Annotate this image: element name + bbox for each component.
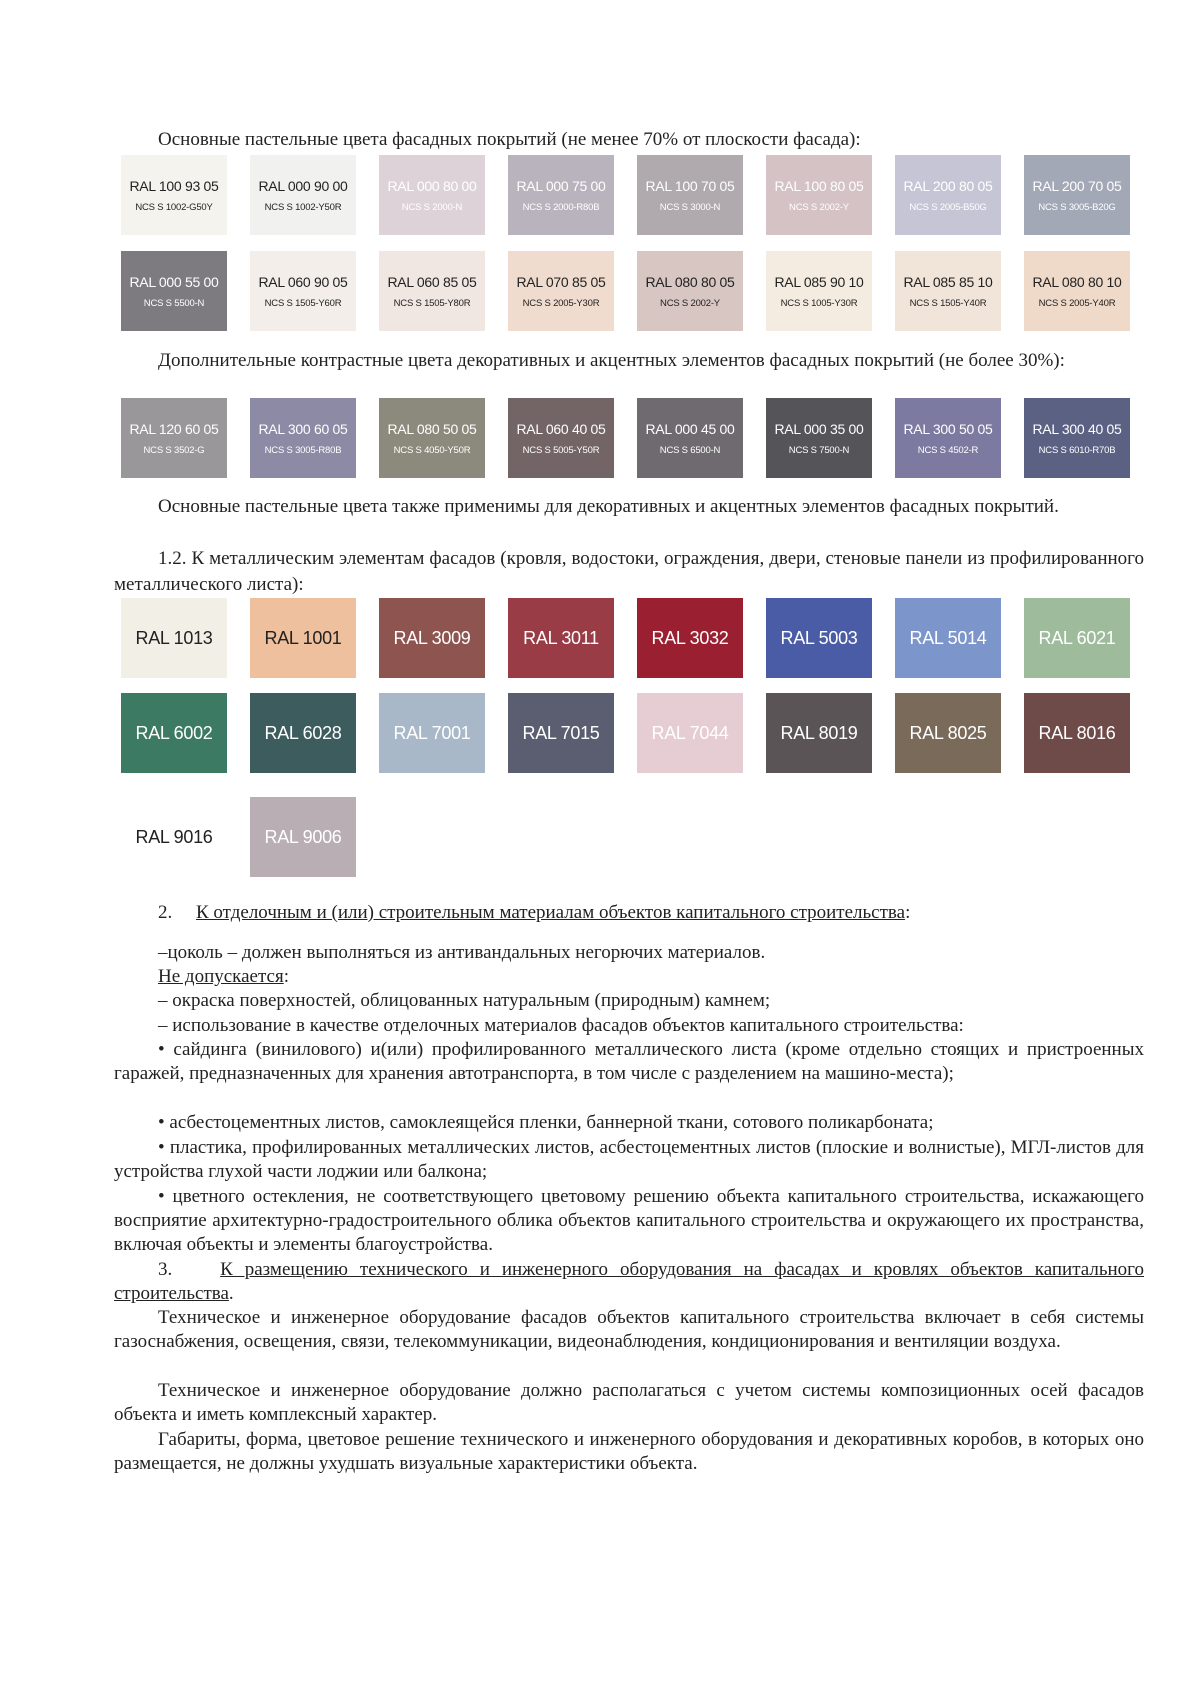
section-2-heading <box>158 900 1144 926</box>
color-swatch <box>637 693 743 773</box>
color-swatch <box>1024 693 1130 773</box>
not-allowed-heading <box>158 964 1144 990</box>
color-swatch <box>508 693 614 773</box>
color-swatch <box>508 251 614 331</box>
section-2-number: 2. <box>158 902 173 923</box>
tech-paragraph-2: Техническое и инженерное оборудование должно располагаться с учетом системы композиционных осей фасадов объекта и иметь комплексный характер. <box>114 1380 1144 1425</box>
color-swatch <box>121 155 227 235</box>
color-swatch <box>637 251 743 331</box>
swatch-ral-code: RAL 060 40 05 <box>516 420 606 437</box>
color-swatch <box>250 398 356 478</box>
pastel-swatch-row-2 <box>121 251 1153 331</box>
swatch-ncs-code: NCS S 6010-R70B <box>1038 444 1116 456</box>
swatch-ral-code: RAL 080 80 10 <box>1032 273 1122 290</box>
metal-swatch-row-3 <box>121 797 379 877</box>
color-swatch <box>121 598 227 678</box>
color-swatch <box>1024 398 1130 478</box>
contrast-swatch-row <box>121 398 1153 478</box>
tech-paragraph-3: Габариты, форма, цветовое решение технического и инженерного оборудования и декоративных коробов, в которых оно размещается, не должны ухудшать визуальные характеристики объекта. <box>114 1429 1144 1474</box>
metal-intro: 1.2. К металлическим элементам фасадов (кровля, водостоки, ограждения, двери, стеновые панели из профилированного металлического листа): <box>114 548 1144 595</box>
metal-swatch-row-1 <box>121 598 1153 678</box>
color-swatch <box>508 398 614 478</box>
color-swatch <box>379 693 485 773</box>
swatch-ncs-code: NCS S 3502-G <box>143 444 205 456</box>
prohibition-dash-2: – использование в качестве отделочных материалов фасадов объектов капитального строительства: <box>158 1015 964 1036</box>
swatch-ncs-code: NCS S 3005-B20G <box>1038 201 1116 213</box>
swatch-ncs-code: NCS S 4502-R <box>917 444 979 456</box>
color-swatch <box>250 155 356 235</box>
swatch-ncs-code: NCS S 2005-B50G <box>909 201 987 213</box>
color-swatch <box>121 693 227 773</box>
swatch-ral-code: RAL 060 85 05 <box>387 273 477 290</box>
color-swatch <box>508 155 614 235</box>
color-swatch <box>379 251 485 331</box>
section-3-number: 3. <box>158 1259 173 1280</box>
color-swatch <box>250 251 356 331</box>
section-3-title: К размещению технического и инженерного оборудования на фасадах и кровлях объектов капитального строительства <box>114 1259 1144 1304</box>
swatch-ncs-code: NCS S 1005-Y30R <box>780 297 858 309</box>
prohibition-dash-1: – окраска поверхностей, облицованных натуральным (природным) камнем; <box>158 990 771 1011</box>
color-swatch <box>379 398 485 478</box>
swatch-ncs-code: NCS S 1002-Y50R <box>264 201 342 213</box>
color-swatch <box>637 598 743 678</box>
contrast-intro: Дополнительные контрастные цвета декоративных и акцентных элементов фасадных покрытий (не более 30%): <box>158 350 1065 371</box>
color-swatch <box>250 797 356 877</box>
swatch-ncs-code: NCS S 6500-N <box>659 444 721 456</box>
color-swatch <box>895 398 1001 478</box>
swatch-ncs-code: NCS S 2005-Y40R <box>1038 297 1116 309</box>
swatch-ral-code: RAL 120 60 05 <box>129 420 219 437</box>
swatch-ral-code: RAL 7015 <box>522 722 600 743</box>
swatch-ncs-code: NCS S 5500-N <box>143 297 205 309</box>
not-allowed-label: Не допускается <box>158 966 284 987</box>
swatch-ral-code: RAL 8019 <box>780 722 858 743</box>
swatch-ral-code: RAL 3011 <box>523 627 599 648</box>
section-2-colon: : <box>905 902 911 923</box>
section-2-title: К отделочным и (или) строительным материалам объектов капитального строительства <box>196 902 906 923</box>
swatch-ncs-code: NCS S 1505-Y40R <box>909 297 987 309</box>
swatch-ral-code: RAL 9016 <box>135 826 213 847</box>
prohibition-bullet-2: • асбестоцементных листов, самоклеящейся пленки, баннерной ткани, сотового поликарбоната; <box>158 1112 934 1133</box>
color-swatch <box>1024 598 1130 678</box>
swatch-ral-code: RAL 3032 <box>651 627 729 648</box>
section-3-heading <box>114 1258 1144 1306</box>
swatch-ral-code: RAL 8016 <box>1038 722 1116 743</box>
swatch-ral-code: RAL 6002 <box>135 722 213 743</box>
swatch-ral-code: RAL 7044 <box>651 722 729 743</box>
not-allowed-colon: : <box>283 966 289 987</box>
swatch-ral-code: RAL 085 85 10 <box>903 273 993 290</box>
pastel-also-text: Основные пастельные цвета также применимы для декоративных и акцентных элементов фасадных покрытий. <box>158 496 1059 517</box>
swatch-ral-code: RAL 060 90 05 <box>258 273 348 290</box>
color-swatch <box>1024 251 1130 331</box>
swatch-ral-code: RAL 000 45 00 <box>645 420 735 437</box>
color-swatch <box>121 398 227 478</box>
swatch-ral-code: RAL 7001 <box>393 722 471 743</box>
swatch-ral-code: RAL 8025 <box>909 722 987 743</box>
prohibition-bullet-4: • цветного остекления, не соответствующего цветовому решению объекта капитального строительства, искажающего восприятие архитектурно-градостроительного облика объектов капитального строительства и окружающего их пространства, включая объекты и элементы благоустройства. <box>114 1186 1144 1255</box>
swatch-ral-code: RAL 000 35 00 <box>774 420 864 437</box>
swatch-ral-code: RAL 000 80 00 <box>387 177 477 194</box>
tech-paragraph-1: Техническое и инженерное оборудование фасадов объектов капитального строительства включает в себя системы газоснабжения, освещения, связи, телекоммуникации, видеонаблюдения, кондиционирования и вентиляции воздуха. <box>114 1307 1144 1352</box>
swatch-ral-code: RAL 3009 <box>393 627 471 648</box>
swatch-ncs-code: NCS S 2000-R80B <box>522 201 600 213</box>
swatch-ral-code: RAL 5003 <box>780 627 858 648</box>
swatch-ral-code: RAL 000 90 00 <box>258 177 348 194</box>
swatch-ral-code: RAL 070 85 05 <box>516 273 606 290</box>
swatch-ral-code: RAL 200 70 05 <box>1032 177 1122 194</box>
color-swatch <box>895 155 1001 235</box>
color-swatch <box>121 797 227 877</box>
swatch-ral-code: RAL 300 50 05 <box>903 420 993 437</box>
color-swatch <box>895 598 1001 678</box>
swatch-ral-code: RAL 6028 <box>264 722 342 743</box>
color-swatch <box>766 155 872 235</box>
swatch-ral-code: RAL 080 80 05 <box>645 273 735 290</box>
color-swatch <box>766 693 872 773</box>
swatch-ral-code: RAL 080 50 05 <box>387 420 477 437</box>
color-swatch <box>895 251 1001 331</box>
color-swatch <box>1024 155 1130 235</box>
color-swatch <box>379 155 485 235</box>
swatch-ncs-code: NCS S 2002-Y <box>660 297 720 309</box>
swatch-ral-code: RAL 100 70 05 <box>645 177 735 194</box>
plinth-rule: –цоколь – должен выполняться из антивандальных негорючих материалов. <box>158 942 766 963</box>
swatch-ral-code: RAL 085 90 10 <box>774 273 864 290</box>
color-swatch <box>766 598 872 678</box>
swatch-ncs-code: NCS S 4050-Y50R <box>393 444 471 456</box>
prohibition-bullet-1: • сайдинга (винилового) и(или) профилированного металлического листа (кроме отдельно стоящих и пристроенных гаражей, предназначенных для хранения автотранспорта, в том числе с разделением на машино-места); <box>114 1039 1144 1084</box>
swatch-ncs-code: NCS S 3000-N <box>659 201 721 213</box>
prohibition-bullet-3: • пластика, профилированных металлических листов, асбестоцементных листов (плоские и волнистые), МГЛ-листов для устройства глухой части лоджии или балкона; <box>114 1137 1144 1182</box>
swatch-ral-code: RAL 1001 <box>264 627 342 648</box>
swatch-ral-code: RAL 100 93 05 <box>129 177 219 194</box>
color-swatch <box>508 598 614 678</box>
swatch-ncs-code: NCS S 2005-Y30R <box>522 297 600 309</box>
swatch-ral-code: RAL 1013 <box>135 627 213 648</box>
swatch-ral-code: RAL 200 80 05 <box>903 177 993 194</box>
color-swatch <box>895 693 1001 773</box>
swatch-ral-code: RAL 300 40 05 <box>1032 420 1122 437</box>
section-3-dot: . <box>228 1283 234 1304</box>
color-swatch <box>766 398 872 478</box>
swatch-ral-code: RAL 300 60 05 <box>258 420 348 437</box>
swatch-ncs-code: NCS S 7500-N <box>788 444 850 456</box>
swatch-ncs-code: NCS S 1002-G50Y <box>135 201 213 213</box>
pastel-swatch-row-1 <box>121 155 1153 235</box>
swatch-ral-code: RAL 100 80 05 <box>774 177 864 194</box>
swatch-ncs-code: NCS S 3005-R80B <box>264 444 342 456</box>
color-swatch <box>637 398 743 478</box>
swatch-ncs-code: NCS S 2002-Y <box>789 201 849 213</box>
swatch-ral-code: RAL 000 75 00 <box>516 177 606 194</box>
swatch-ral-code: RAL 9006 <box>264 826 342 847</box>
swatch-ncs-code: NCS S 1505-Y60R <box>264 297 342 309</box>
swatch-ral-code: RAL 000 55 00 <box>129 273 219 290</box>
color-swatch <box>379 598 485 678</box>
swatch-ral-code: RAL 5014 <box>909 627 987 648</box>
swatch-ncs-code: NCS S 2000-N <box>401 201 463 213</box>
metal-swatch-row-2 <box>121 693 1153 773</box>
pastel-intro: Основные пастельные цвета фасадных покрытий (не менее 70% от плоскости фасада): <box>158 129 861 150</box>
color-swatch <box>121 251 227 331</box>
swatch-ncs-code: NCS S 1505-Y80R <box>393 297 471 309</box>
swatch-ncs-code: NCS S 5005-Y50R <box>522 444 600 456</box>
color-swatch <box>637 155 743 235</box>
color-swatch <box>250 598 356 678</box>
swatch-ral-code: RAL 6021 <box>1038 627 1116 648</box>
color-swatch <box>250 693 356 773</box>
color-swatch <box>766 251 872 331</box>
